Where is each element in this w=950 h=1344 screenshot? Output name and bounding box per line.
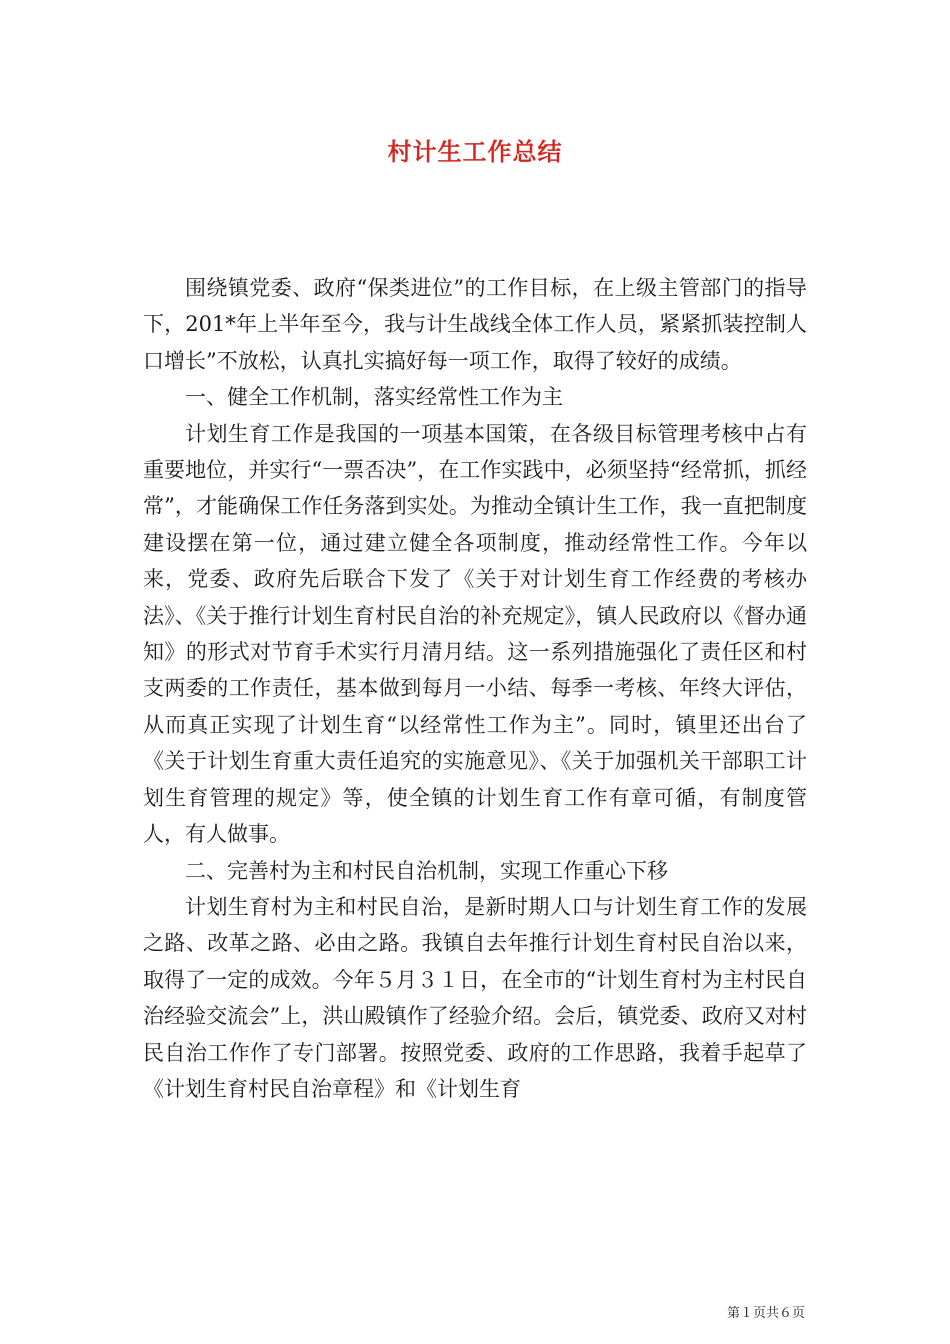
section-heading-1: 一、健全工作机制，落实经常性工作为主 <box>185 385 563 410</box>
section-heading-2: 二、完善村为主和村民自治机制，实现工作重心下移 <box>185 858 668 883</box>
paragraph-intro: 围绕镇党委、政府“保类进位”的工作目标，在上级主管部门的指导下，201*年上半年至今，我与计生战线全体工作人员，紧紧抓装控制人口增长”不放松，认真扎实搞好每一项工作，取得了较好的成绩。 <box>143 276 807 373</box>
paragraph-section-1: 计划生育工作是我国的一项基本国策，在各级目标管理考核中占有重要地位，并实行“一票否决”，在工作实践中，必须坚持“经常抓，抓经常”，才能确保工作任务落到实处。为推动全镇计生工作，我一直把制度建设摆在第一位，通过建立健全各项制度，推动经常性工作。今年以来，党委、政府先后联合下发了《关于对计划生育工作经费的考核办法》、《关于推行计划生育村民自治的补充规定》，镇人民政府以《督办通知》的形式对节育手术实行月清月结。这一系列措施强化了责任区和村支两委的工作责任，基本做到每月一小结、每季一考核、年终大评估，从而真正实现了计划生育“以经常性工作为主”。同时，镇里还出台了《关于计划生育重大责任追究的实施意见》、《关于加强机关干部职工计划生育管理的规定》等，使全镇的计划生育工作有章可循，有制度管人，有人做事。 <box>143 421 807 847</box>
page-number-footer: 第１页共６页 <box>726 1306 805 1321</box>
paragraph-section-2: 计划生育村为主和村民自治，是新时期人口与计划生育工作的发展之路、改革之路、必由之路。我镇自去年推行计划生育村民自治以来，取得了一定的成效。今年５月３１日，在全市的“计划生育村为主村民自治经验交流会”上，洪山殿镇作了经验介绍。会后，镇党委、政府又对村民自治工作作了专门部署。按照党委、政府的工作思路，我着手起草了《计划生育村民自治章程》和《计划生育 <box>143 894 807 1101</box>
document-title: 村计生工作总结 <box>387 137 563 166</box>
document-body <box>143 270 807 1107</box>
